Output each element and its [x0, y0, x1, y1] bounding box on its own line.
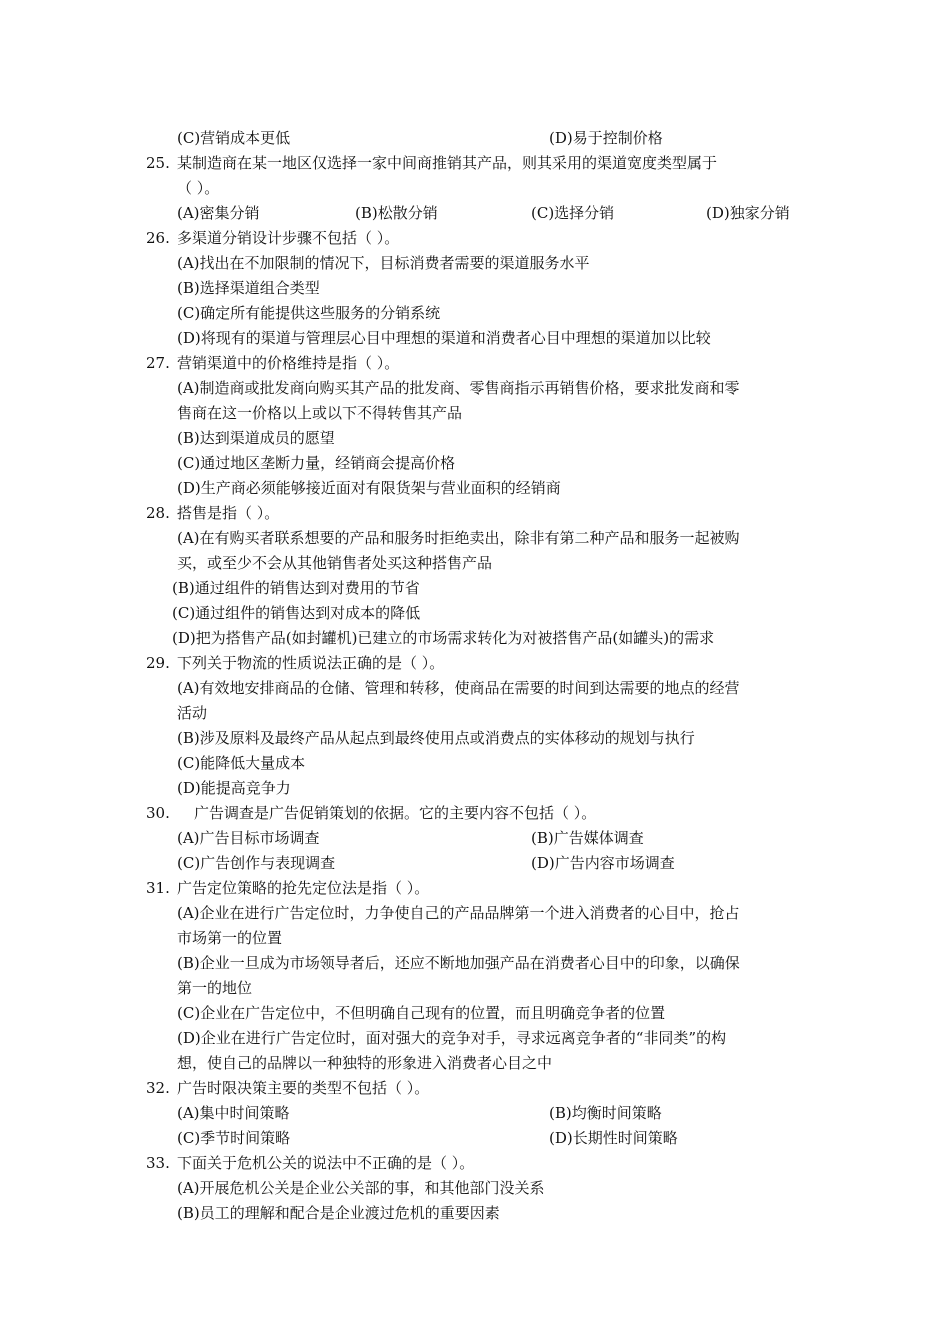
option-a: (A)有效地安排商品的仓储、管理和转移，使商品在需要的时间到达需要的地点的经营	[177, 679, 740, 697]
question-stem: 广告定位策略的抢先定位法是指（ ）。	[177, 879, 430, 897]
question-number: 27.	[146, 354, 170, 372]
option-a: (A)找出在不加限制的情况下，目标消费者需要的渠道服务水平	[177, 254, 590, 272]
option-c: (C)选择分销	[531, 204, 615, 222]
option-a: (A)密集分销	[177, 204, 260, 222]
option-b: (B)选择渠道组合类型	[177, 279, 320, 297]
option-c: (C)季节时间策略	[177, 1129, 291, 1147]
option-a-continued: 售商在这一价格以上或以下不得转售其产品	[177, 404, 463, 422]
option-b-continued: 第一的地位	[177, 979, 253, 997]
option-d: (D)生产商必须能够接近面对有限货架与营业面积的经销商	[177, 479, 561, 497]
option-b: (B)广告媒体调查	[531, 829, 644, 847]
option-d: (D)广告内容市场调查	[531, 854, 675, 872]
option-b: (B)松散分销	[355, 204, 438, 222]
option-a-continued: 买，或至少不会从其他销售者处买这种搭售产品	[177, 554, 493, 572]
option-a: (A)制造商或批发商向购买其产品的批发商、零售商指示再销售价格，要求批发商和零	[177, 379, 740, 397]
question-stem: 下面关于危机公关的说法中不正确的是（ ）。	[177, 1154, 475, 1172]
option-c: (C)营销成本更低	[177, 129, 291, 147]
question-number: 30.	[146, 804, 170, 822]
option-a: (A)在有购买者联系想要的产品和服务时拒绝卖出，除非有第二种产品和服务一起被购	[177, 529, 740, 547]
option-c: (C)确定所有能提供这些服务的分销系统	[177, 304, 441, 322]
question-stem: 多渠道分销设计步骤不包括（ ）。	[177, 229, 400, 247]
option-d: (D)长期性时间策略	[549, 1129, 678, 1147]
question-number: 25.	[146, 154, 170, 172]
option-a: (A)广告目标市场调查	[177, 829, 320, 847]
option-a: (A)开展危机公关是企业公关部的事，和其他部门没关系	[177, 1179, 545, 1197]
option-a: (A)企业在进行广告定位时，力争使自己的产品品牌第一个进入消费者的心目中，抢占	[177, 904, 740, 922]
question-stem: 某制造商在某一地区仅选择一家中间商推销其产品，则其采用的渠道宽度类型属于	[177, 154, 718, 172]
question-number: 31.	[146, 879, 170, 897]
option-c: (C)广告创作与表现调查	[177, 854, 336, 872]
option-d: (D)把为搭售产品(如封罐机)已建立的市场需求转化为对被搭售产品(如罐头)的需求	[172, 629, 715, 647]
option-c: (C)通过组件的销售达到对成本的降低	[172, 604, 421, 622]
option-d: (D)将现有的渠道与管理层心目中理想的渠道和消费者心目中理想的渠道加以比较	[177, 329, 711, 347]
option-a-continued: 市场第一的位置	[177, 929, 283, 947]
option-c: (C)能降低大量成本	[177, 754, 306, 772]
option-b: (B)企业一旦成为市场领导者后，还应不断地加强产品在消费者心目中的印象，以确保	[177, 954, 740, 972]
option-b: (B)均衡时间策略	[549, 1104, 662, 1122]
question-number: 32.	[146, 1079, 170, 1097]
question-number: 33.	[146, 1154, 170, 1172]
option-c: (C)企业在广告定位中，不但明确自己现有的位置，而且明确竞争者的位置	[177, 1004, 666, 1022]
option-a-continued: 活动	[177, 704, 208, 722]
option-b: (B)达到渠道成员的愿望	[177, 429, 335, 447]
option-d: (D)易于控制价格	[549, 129, 663, 147]
question-stem: 营销渠道中的价格维持是指（ ）。	[177, 354, 400, 372]
question-number: 26.	[146, 229, 170, 247]
option-d: (D)企业在进行广告定位时，面对强大的竞争对手，寻求远离竞争者的“非同类”的构	[177, 1029, 727, 1047]
option-c: (C)通过地区垄断力量，经销商会提高价格	[177, 454, 456, 472]
question-stem: 广告调查是广告促销策划的依据。它的主要内容不包括（ ）。	[194, 804, 597, 822]
question-stem: 下列关于物流的性质说法正确的是（ ）。	[177, 654, 445, 672]
option-b: (B)员工的理解和配合是企业渡过危机的重要因素	[177, 1204, 500, 1222]
option-a: (A)集中时间策略	[177, 1104, 290, 1122]
option-b: (B)通过组件的销售达到对费用的节省	[172, 579, 420, 597]
option-d-continued: 想，使自己的品牌以一种独特的形象进入消费者心目之中	[177, 1054, 553, 1072]
question-stem: 搭售是指（ ）。	[177, 504, 280, 522]
question-number: 28.	[146, 504, 170, 522]
question-stem: （ ）。	[177, 179, 220, 197]
option-d: (D)独家分销	[706, 204, 790, 222]
question-number: 29.	[146, 654, 170, 672]
option-b: (B)涉及原料及最终产品从起点到最终使用点或消费点的实体移动的规划与执行	[177, 729, 695, 747]
question-stem: 广告时限决策主要的类型不包括（ ）。	[177, 1079, 430, 1097]
option-d: (D)能提高竞争力	[177, 779, 291, 797]
